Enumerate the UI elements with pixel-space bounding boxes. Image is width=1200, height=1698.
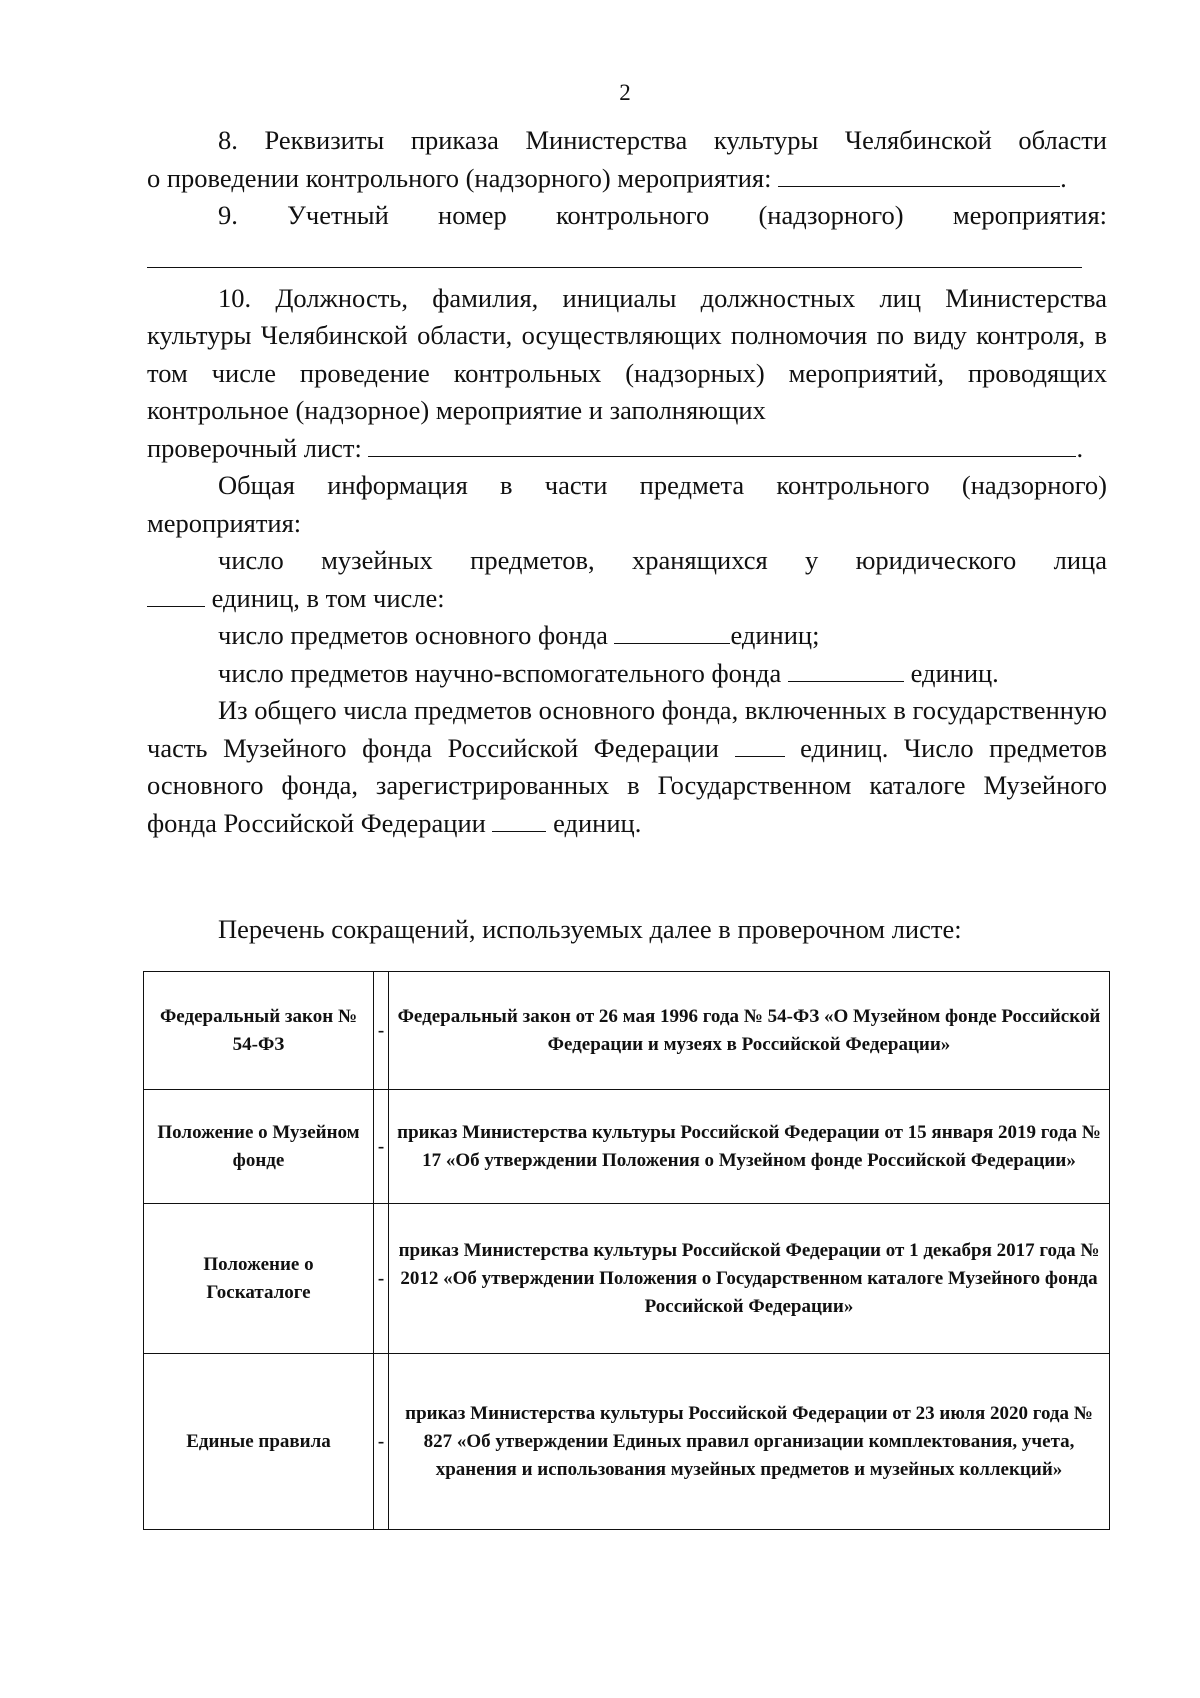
paragraph-10-last-text: проверочный лист: bbox=[147, 432, 362, 463]
abbreviations-heading: Перечень сокращений, используемых далее в проверочном листе: bbox=[218, 914, 962, 944]
registration-number-blank bbox=[147, 235, 1082, 268]
abbreviations-table bbox=[143, 971, 1110, 1530]
abbrev-term: Федеральный закон № 54-ФЗ bbox=[144, 972, 374, 1090]
museum-count-line: число музейных предметов, хранящихся у юридического лица bbox=[218, 545, 1107, 575]
paragraph-8-end: . bbox=[1060, 162, 1067, 193]
order-details-blank bbox=[778, 164, 1060, 187]
table-row bbox=[144, 1354, 1110, 1530]
state-part-text-2: единиц. Число предметов основного фонда, зарегистрированных в Государственном каталоге Музейного фонда Российской Федерации bbox=[147, 732, 1108, 838]
museum-count-blank bbox=[147, 584, 205, 607]
paragraph-10-last bbox=[147, 430, 1107, 468]
paragraph-10-end: . bbox=[1076, 432, 1084, 463]
main-fund-line bbox=[147, 617, 1107, 655]
main-fund-blank bbox=[614, 621, 730, 644]
abbrev-definition: приказ Министерства культуры Российской Федерации от 15 января 2019 года № 17 «Об утверждении Положения о Музейном фонде Российской Федерации» bbox=[389, 1090, 1110, 1204]
aux-fund-units: единиц. bbox=[910, 657, 999, 688]
abbrev-definition: приказ Министерства культуры Российской Федерации от 1 декабря 2017 года № 2012 «Об утверждении Положения о Государственном каталоге Музейного фонда Российской Федерации» bbox=[389, 1204, 1110, 1354]
museum-count-units: единиц, в том числе: bbox=[211, 582, 445, 613]
main-fund-text: число предметов основного фонда bbox=[218, 620, 608, 650]
abbrev-definition: приказ Министерства культуры Российской Федерации от 23 июля 2020 года № 827 «Об утверждении Единых правил организации комплектования, учета, хранения и использования музейных предметов и музейных коллекций» bbox=[389, 1354, 1110, 1530]
general-info: Общая информация в части предмета контрольного (надзорного) мероприятия: bbox=[147, 470, 1107, 538]
abbrev-dash: - bbox=[374, 1354, 389, 1530]
paragraph-9: 9. Учетный номер контрольного (надзорного) мероприятия: bbox=[218, 200, 1107, 230]
main-fund-units: единиц; bbox=[730, 620, 820, 650]
paragraph-8-text: о проведении контрольного (надзорного) мероприятия: bbox=[147, 162, 772, 193]
aux-fund-blank bbox=[788, 659, 904, 682]
table-row bbox=[144, 1204, 1110, 1354]
table-row bbox=[144, 972, 1110, 1090]
abbrev-dash: - bbox=[374, 1204, 389, 1354]
state-part-text-3: единиц. bbox=[553, 807, 642, 838]
abbrev-term: Положение о Госкаталоге bbox=[144, 1204, 374, 1354]
museum-count-units-line bbox=[147, 580, 1107, 618]
aux-fund-text: число предметов научно-вспомогательного фонда bbox=[218, 657, 782, 688]
paragraph-8-line1: 8. Реквизиты приказа Министерства культуры Челябинской области bbox=[218, 125, 1107, 155]
abbrev-term: Единые правила bbox=[144, 1354, 374, 1530]
state-part-text-1: Из общего числа предметов основного фонда, включенных в государственную часть Музейного фонда Российской Федерации bbox=[147, 695, 1107, 763]
abbrev-dash: - bbox=[374, 1090, 389, 1204]
officials-blank bbox=[368, 434, 1076, 457]
aux-fund-line bbox=[147, 655, 1107, 693]
catalog-blank bbox=[492, 809, 546, 832]
paragraph-8-line2 bbox=[147, 160, 1107, 198]
abbrev-definition: Федеральный закон от 26 мая 1996 года № 54-ФЗ «О Музейном фонде Российской Федерации и музеях в Российской Федерации» bbox=[389, 972, 1110, 1090]
state-part-blank bbox=[735, 734, 785, 757]
abbrev-dash: - bbox=[374, 972, 389, 1090]
state-part-paragraph bbox=[147, 692, 1107, 842]
table-row bbox=[144, 1090, 1110, 1204]
document-body bbox=[147, 122, 1107, 842]
paragraph-10: 10. Должность, фамилия, инициалы должностных лиц Министерства культуры Челябинской области, осуществляющих полномочия по виду контроля, в том числе проведение контрольных (надзорных) мероприятий, проводящих контрольное (надзорное) мероприятие и заполняющих bbox=[147, 282, 1107, 425]
page-number: 2 bbox=[619, 80, 631, 105]
abbrev-term: Положение о Музейном фонде bbox=[144, 1090, 374, 1204]
